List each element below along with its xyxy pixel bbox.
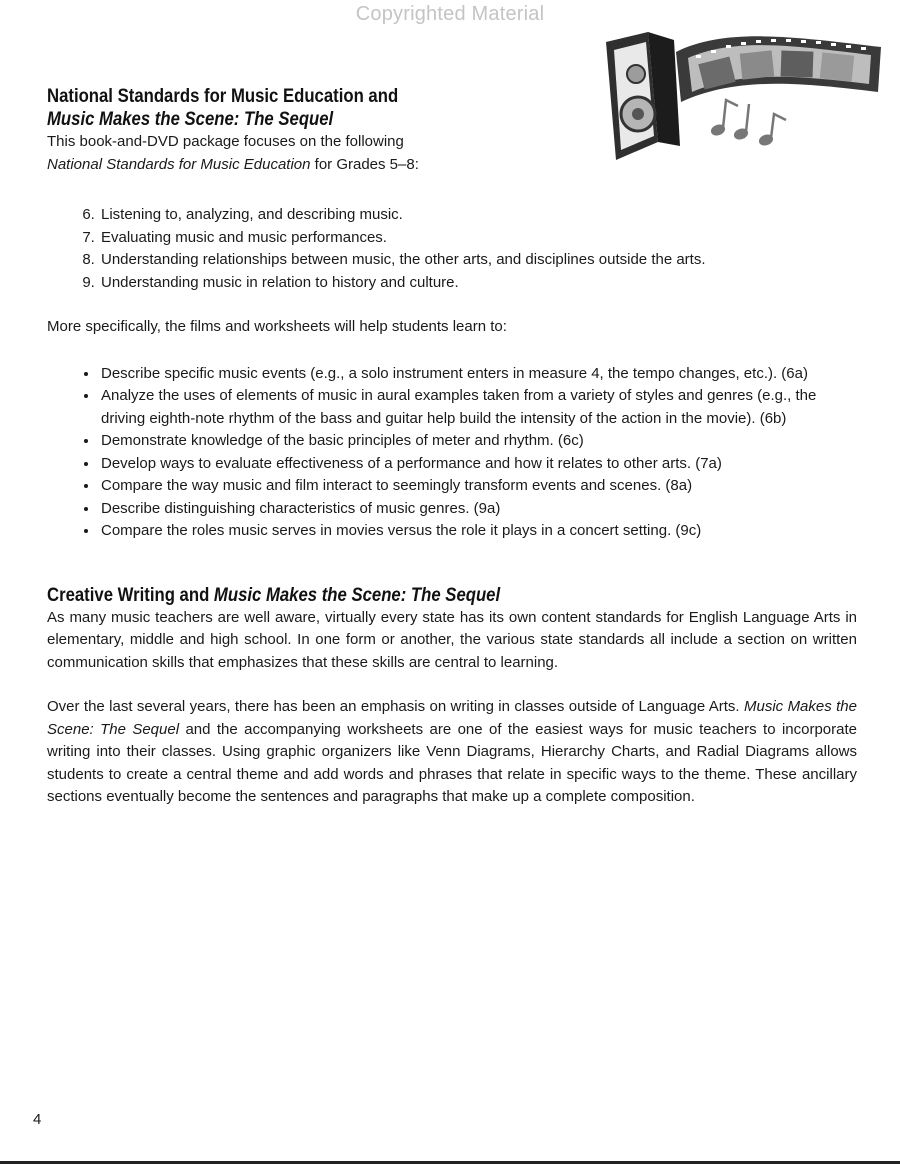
para2-lead: Over the last several years, there has been an emphasis on writing in classes outside of Language Arts. [47, 698, 744, 715]
page-content [47, 85, 857, 809]
list-item: • Describe specific music events (e.g., a solo instrument enters in measure 4, the tempo changes, etc.). (6a) [99, 363, 857, 386]
page-number: 4 [33, 1111, 42, 1128]
section1-heading-line2 [47, 108, 760, 131]
para2-italic-title: Music Makes the Scene: The Sequel [47, 698, 857, 738]
intro-line1: This book-and-DVD package focuses on the following [47, 133, 404, 150]
para2-tail: and the accompanying worksheets are one of the easiest ways for music teachers to incorporate writing into their classes. Using graphic organizers like Venn Diagrams, Hierarchy Charts, and Radial Diagrams allows students to create a central theme and add words and phrases that relate in specific ways to the theme. These ancillary sections eventually become the sentences and paragraphs that make up a complete composition. [47, 720, 857, 805]
list-item: • Compare the roles music serves in movies versus the role it plays in a concert setting. (9c) [99, 520, 857, 543]
copyright-watermark: Copyrighted Material [355, 3, 545, 25]
section-national-standards [47, 85, 857, 543]
section2-heading-title: Music Makes the Scene: The Sequel [213, 584, 501, 606]
section1-heading-line1: National Standards for Music Education and [47, 86, 399, 107]
list-item: • Develop ways to evaluate effectiveness of a performance and how it relates to other arts. (7a) [99, 453, 857, 476]
section1-heading-title: Music Makes the Scene: The Sequel [47, 109, 334, 130]
list-item: 7. Evaluating music and music performances. [99, 227, 857, 250]
list-item: 6. Listening to, analyzing, and describing music. [99, 204, 857, 227]
list-item: • Analyze the uses of elements of music in aural examples taken from a variety of styles and genres (e.g., the driving eighth-note rhythm of the bass and guitar help build the intensity of the action in the movie). (6b) [99, 385, 857, 430]
section-creative-writing [47, 584, 857, 809]
section2-paragraph-1: As many music teachers are well aware, virtually every state has its own content standards for English Language Arts in elementary, middle and high school. In one form or another, the various state standards all include a section on written communication skills that emphasizes that these skills are central to learning. [47, 608, 857, 671]
list-item: • Compare the way music and film interact to seemingly transform events and scenes. (8a) [99, 475, 857, 498]
learning-goals-list [47, 363, 857, 543]
section2-heading [47, 584, 760, 607]
list-item: 9. Understanding music in relation to history and culture. [99, 272, 857, 295]
section2-paragraph-2 [47, 696, 857, 809]
intro-italic-title: National Standards for Music Education [47, 155, 311, 173]
list-item: • Demonstrate knowledge of the basic principles of meter and rhythm. (6c) [99, 430, 857, 453]
intro-tail: for Grades 5–8: [310, 155, 419, 173]
section1-intro [47, 131, 587, 176]
standards-list [47, 204, 857, 294]
list-item: 8. Understanding relationships between music, the other arts, and disciplines outside the arts. [99, 249, 857, 272]
list-item: • Describe distinguishing characteristics of music genres. (9a) [99, 498, 857, 521]
learning-lead: More specifically, the films and worksheets will help students learn to: [47, 318, 507, 335]
section2-heading-plain: Creative Writing and [47, 584, 214, 606]
